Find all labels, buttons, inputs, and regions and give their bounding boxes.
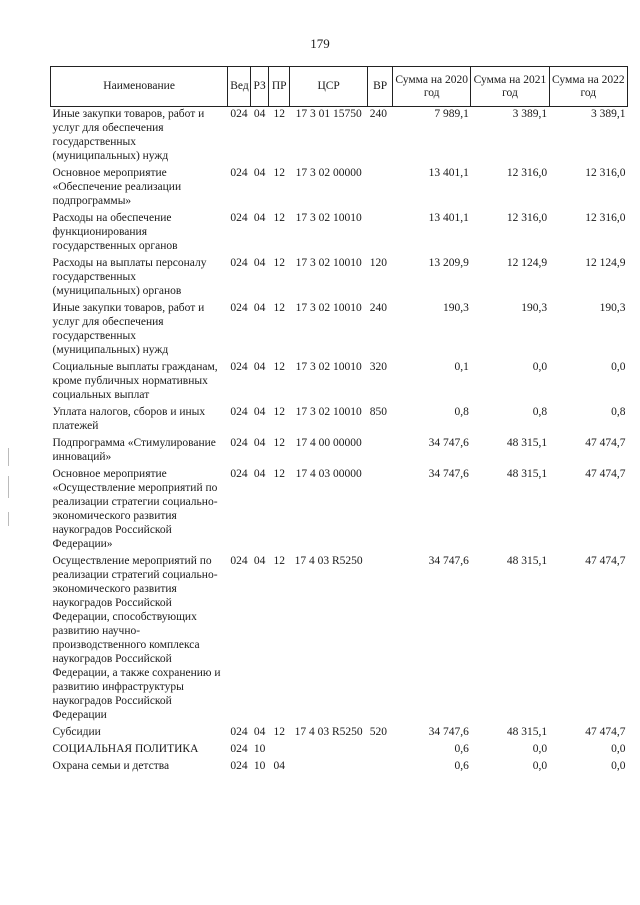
cell-sum-2020: 0,6 [454, 760, 469, 772]
table-row [51, 166, 628, 211]
cell-sum-2020: 0,8 [454, 406, 469, 418]
cell-vr: 120 [369, 257, 388, 269]
cell-sum-2021: 190,3 [521, 302, 548, 314]
cell-name: Иные закупки товаров, работ и услуг для обеспечения государственных (муниципальных) нужд [52, 108, 205, 162]
cell-pr: 12 [273, 257, 285, 269]
margin-mark [8, 512, 9, 526]
cell-ved: 024 [230, 361, 248, 373]
cell-sum-2021: 3 389,1 [512, 108, 548, 120]
cell-name: Осуществление мероприятий по реализации стратегий социально-экономического развития наукоградов Российской Федерации, способствующих развитию научно-производственного комплекса наукоградов Российской Федерации, а также сохранению и развитию инфраструктуры наукоградов Российской Федерации [52, 555, 221, 721]
header-name: Наименование [51, 67, 228, 107]
table-row [51, 256, 628, 301]
cell-sum-2020: 34 747,6 [428, 437, 469, 449]
header-ved: Вед [228, 67, 251, 107]
cell-pr: 12 [273, 108, 285, 120]
cell-rz: 04 [253, 437, 266, 449]
cell-sum-2022: 47 474,7 [585, 437, 626, 449]
cell-pr [269, 742, 290, 759]
cell-pr: 12 [273, 726, 285, 738]
cell-vr [368, 742, 393, 759]
cell-sum-2022: 12 124,9 [585, 257, 626, 269]
table-row [51, 467, 628, 554]
cell-pr: 12 [273, 212, 285, 224]
cell-name: Расходы на обеспечение функционирования государственных органов [52, 212, 178, 252]
cell-ved: 024 [230, 437, 248, 449]
header-vr: ВР [368, 67, 393, 107]
cell-pr: 12 [273, 361, 285, 373]
table-header-row [51, 67, 628, 107]
cell-sum-2021: 48 315,1 [506, 555, 548, 567]
cell-sum-2021: 12 316,0 [506, 167, 548, 179]
cell-sum-2022: 3 389,1 [591, 108, 626, 120]
budget-table [50, 66, 628, 776]
cell-name: Социальные выплаты гражданам, кроме публичных нормативных социальных выплат [52, 361, 218, 401]
cell-sum-2022: 47 474,7 [585, 726, 626, 738]
cell-csr: 17 3 02 10010 [295, 257, 362, 269]
cell-sum-2020: 34 747,6 [428, 726, 469, 738]
header-sum-2021: Сумма на 2021 год [471, 67, 549, 107]
margin-mark [8, 448, 9, 466]
cell-vr: 520 [369, 726, 388, 738]
cell-name: Подпрограмма «Стимулирование инноваций» [52, 437, 216, 463]
header-sum-2020: Сумма на 2020 год [393, 67, 471, 107]
cell-vr [368, 211, 393, 256]
cell-pr: 12 [273, 555, 285, 567]
cell-rz: 10 [253, 760, 266, 772]
table-row [51, 742, 628, 759]
cell-pr: 04 [273, 760, 285, 772]
cell-ved: 024 [230, 760, 248, 772]
table-row [51, 107, 628, 167]
cell-ved: 024 [230, 468, 248, 480]
cell-csr: 17 4 03 R5250 [294, 555, 363, 567]
header-csr: ЦСР [290, 67, 368, 107]
cell-csr: 17 4 03 R5250 [294, 726, 363, 738]
cell-name: Расходы на выплаты персоналу государственных (муниципальных) органов [52, 257, 207, 297]
table-row [51, 725, 628, 742]
cell-csr [290, 742, 368, 759]
cell-ved: 024 [230, 555, 248, 567]
cell-sum-2020: 13 401,1 [428, 167, 469, 179]
margin-mark [8, 476, 9, 498]
cell-sum-2021: 0,0 [532, 361, 548, 373]
cell-name: СОЦИАЛЬНАЯ ПОЛИТИКА [52, 743, 199, 755]
cell-sum-2020: 13 401,1 [428, 212, 469, 224]
cell-ved: 024 [230, 167, 248, 179]
cell-vr [368, 554, 393, 725]
header-sum-2022: Сумма на 2022 год [549, 67, 627, 107]
cell-sum-2022: 12 316,0 [585, 212, 626, 224]
cell-sum-2021: 48 315,1 [506, 437, 548, 449]
cell-sum-2020: 0,6 [454, 743, 469, 755]
cell-pr: 12 [273, 167, 285, 179]
cell-rz: 04 [253, 555, 266, 567]
cell-csr: 17 3 02 10010 [295, 361, 362, 373]
cell-sum-2020: 7 989,1 [434, 108, 469, 120]
cell-rz: 04 [253, 468, 266, 480]
page-number: 179 [310, 36, 330, 51]
cell-pr: 12 [273, 468, 285, 480]
cell-sum-2022: 0,0 [611, 361, 626, 373]
cell-sum-2022: 47 474,7 [585, 555, 626, 567]
cell-sum-2022: 0,0 [611, 760, 626, 772]
cell-vr [368, 759, 393, 776]
cell-sum-2021: 0,8 [532, 406, 548, 418]
cell-sum-2022: 190,3 [599, 302, 626, 314]
cell-csr: 17 3 02 10010 [295, 406, 362, 418]
cell-rz: 04 [253, 302, 266, 314]
cell-name: Субсидии [52, 726, 101, 738]
cell-sum-2021: 48 315,1 [506, 726, 548, 738]
table-row [51, 554, 628, 725]
table-row [51, 405, 628, 436]
cell-sum-2021: 0,0 [532, 743, 548, 755]
cell-rz: 04 [253, 167, 266, 179]
cell-ved: 024 [230, 743, 248, 755]
cell-sum-2022: 12 316,0 [585, 167, 626, 179]
cell-vr: 850 [369, 406, 388, 418]
cell-pr: 12 [273, 437, 285, 449]
cell-rz: 04 [253, 212, 266, 224]
table-row [51, 301, 628, 360]
cell-pr: 12 [273, 302, 285, 314]
cell-ved: 024 [230, 212, 248, 224]
cell-ved: 024 [230, 257, 248, 269]
cell-rz: 04 [253, 257, 266, 269]
cell-sum-2020: 34 747,6 [428, 468, 469, 480]
cell-sum-2021: 0,0 [532, 760, 548, 772]
cell-rz: 04 [253, 406, 266, 418]
cell-vr [368, 467, 393, 554]
cell-sum-2021: 48 315,1 [506, 468, 548, 480]
cell-sum-2020: 190,3 [442, 302, 469, 314]
cell-vr [368, 166, 393, 211]
cell-sum-2020: 0,1 [454, 361, 469, 373]
cell-name: Иные закупки товаров, работ и услуг для обеспечения государственных (муниципальных) нужд [52, 302, 205, 356]
cell-sum-2022: 0,0 [611, 743, 626, 755]
cell-vr: 320 [369, 361, 388, 373]
cell-ved: 024 [230, 406, 248, 418]
cell-ved: 024 [230, 108, 248, 120]
cell-vr [368, 436, 393, 467]
cell-name: Основное мероприятие «Осуществление мероприятий по реализации стратегии социально-экономического развития наукоградов Российской Федерации» [52, 468, 218, 550]
cell-sum-2022: 47 474,7 [585, 468, 626, 480]
cell-csr: 17 3 02 10010 [295, 212, 362, 224]
cell-pr: 12 [273, 406, 285, 418]
cell-ved: 024 [230, 302, 248, 314]
cell-name: Основное мероприятие «Обеспечение реализации подпрограммы» [52, 167, 182, 207]
cell-rz: 04 [253, 726, 266, 738]
cell-vr: 240 [369, 108, 388, 120]
cell-csr: 17 4 00 00000 [295, 437, 362, 449]
cell-sum-2020: 34 747,6 [428, 555, 469, 567]
cell-sum-2021: 12 124,9 [506, 257, 548, 269]
cell-name: Охрана семьи и детства [52, 760, 170, 772]
header-rz: РЗ [250, 67, 269, 107]
table-row [51, 360, 628, 405]
cell-ved: 024 [230, 726, 248, 738]
cell-sum-2020: 13 209,9 [428, 257, 469, 269]
cell-sum-2022: 0,8 [611, 406, 626, 418]
cell-rz: 10 [253, 743, 266, 755]
table-row [51, 759, 628, 776]
cell-sum-2021: 12 316,0 [506, 212, 548, 224]
table-row [51, 436, 628, 467]
cell-rz: 04 [253, 361, 266, 373]
cell-csr: 17 3 02 10010 [295, 302, 362, 314]
cell-csr: 17 3 01 15750 [295, 108, 362, 120]
header-pr: ПР [269, 67, 290, 107]
cell-name: Уплата налогов, сборов и иных платежей [52, 406, 206, 432]
cell-rz: 04 [253, 108, 266, 120]
cell-csr: 17 3 02 00000 [295, 167, 362, 179]
cell-vr: 240 [369, 302, 388, 314]
cell-csr [290, 759, 368, 776]
cell-csr: 17 4 03 00000 [295, 468, 362, 480]
table-row [51, 211, 628, 256]
